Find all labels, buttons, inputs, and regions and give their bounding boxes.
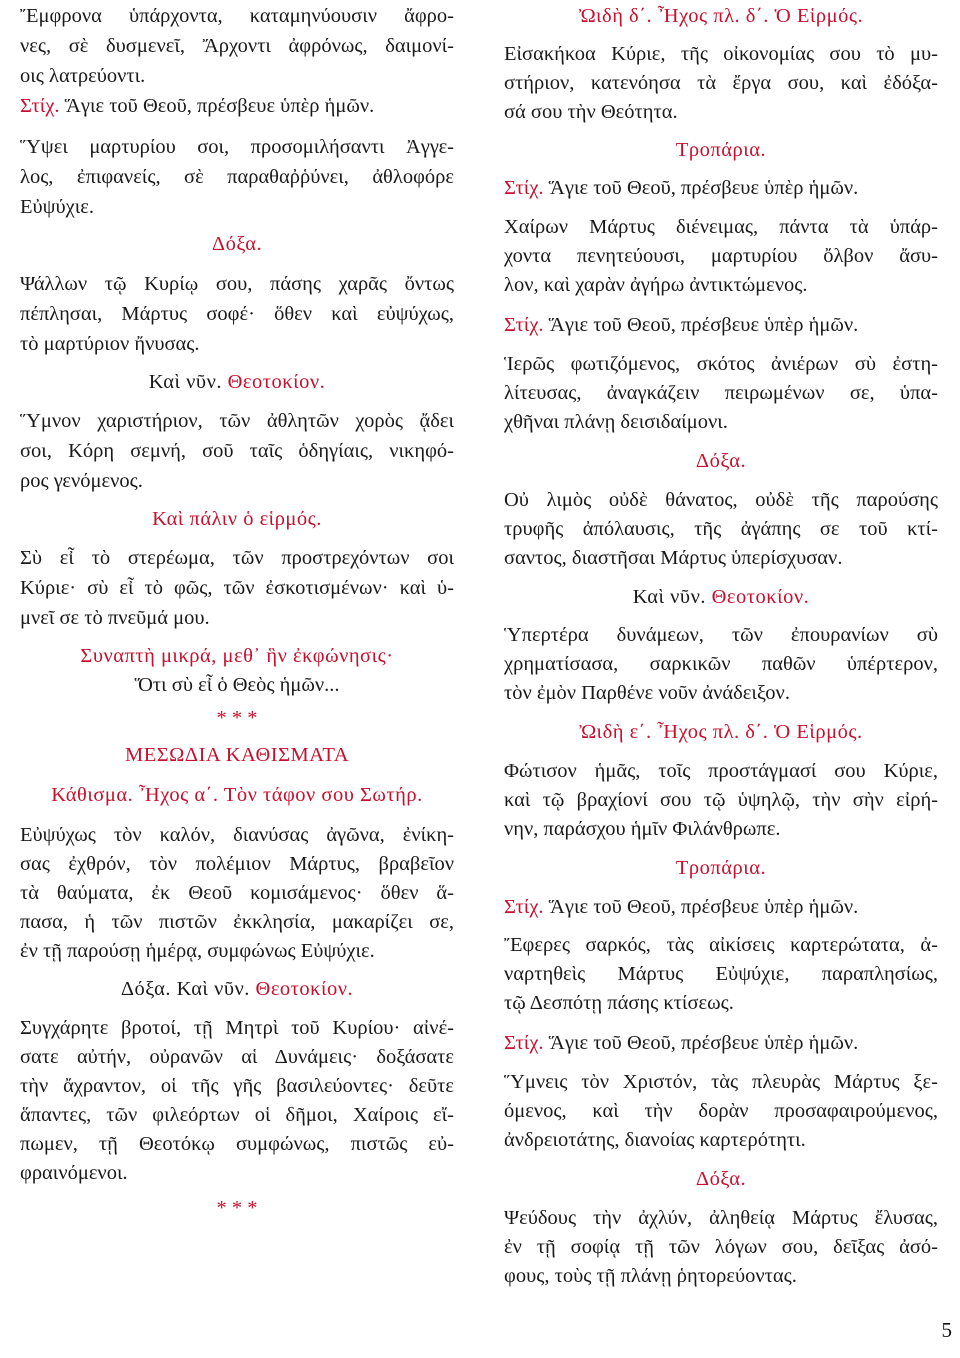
text-line: λος, ἐπιφανείς, σὲ παραθαῤῥύνει, ἀθλοφόρε [20, 166, 454, 188]
text-line: φραινόμενοι. [20, 1162, 128, 1184]
heading-red-part: Θεοτοκίον. [711, 586, 810, 608]
text-line: σαντος, διαστῆσαι Μάρτυς ὑπερίσχυσαν. [504, 547, 843, 569]
separator-stars: * * * [216, 707, 258, 729]
stich-label: Στίχ. [504, 177, 544, 199]
text-line: τῷ Δεσπότῃ πάσης κτίσεως. [504, 992, 734, 1014]
text-line: χθῆναι πλάνῃ δεισιδαίμονι. [504, 411, 728, 433]
section-title: ΜΕΣΩΔΙΑ ΚΑΘΙΣΜΑΤΑ [124, 744, 350, 766]
text-line: Εὐψύχιε. [20, 196, 95, 218]
heading-black-part: Δόξα. Καὶ νῦν. [120, 978, 250, 1000]
text-line: σά σου τὴν Θεότητα. [504, 101, 678, 123]
text-line: χοντα πενητεύουσι, μαρτυρίου ὄλβον ἄσυ- [504, 245, 938, 267]
text-line: νην, παράσχου ἡμῖν Φιλάνθρωπε. [504, 818, 781, 840]
heading-red-part: Θεοτοκίον. [255, 978, 354, 1000]
text-line: πέπλησαι, Μάρτυς σοφέ· ὅθεν καὶ εὐψύχως, [20, 303, 454, 325]
text-line: τρυφῆς ἀπόλαυσις, τῆς ἀγάπης σε τοῦ κτί- [504, 518, 938, 540]
text-line: Οὐ λιμὸς οὐδὲ θάνατος, οὐδὲ τῆς παρούσης [504, 489, 938, 511]
heading-black-part: Καὶ νῦν. [148, 371, 222, 393]
text-line: Ψεύδους τὴν ἀχλύν, ἀληθείᾳ Μάρτυς ἔλυσας, [504, 1207, 938, 1229]
text-line: ἅπαντες, τῶν φιλεόρτων οἱ δῆμοι, Χαίροις εἴ- [20, 1104, 454, 1126]
text-line: ἐν τῇ παρούσῃ ἡμέρᾳ, συμφώνως Εὐψύχιε. [20, 940, 375, 962]
heading-red-part: Θεοτοκίον. [227, 371, 326, 393]
section-heading-heirmos: Καὶ πάλιν ὁ εἱρμός. [152, 508, 322, 530]
stich-label: Στίχ. [504, 1032, 544, 1054]
stich-verse [504, 893, 938, 921]
text-line: ἀνδρειοτάτης, διανοίας καρτερότητι. [504, 1129, 806, 1151]
text-line: σοι, Κόρη σεμνή, σοῦ ταῖς ὁδηγίαις, νικηφό- [20, 440, 454, 462]
section-heading-troparia: Τροπάρια. [675, 139, 767, 161]
stich-verse [504, 1029, 938, 1057]
text-line: Ὕψει μαρτυρίου σοι, προσομιλήσαντι Ἀγγε- [20, 136, 454, 158]
text-line: πασα, ἡ τῶν πιστῶν ἐκκλησία, μακαρίζει σε, [20, 911, 454, 933]
text-line: Ὕμνεις τὸν Χριστόν, τὰς πλευρὰς Μάρτυς ξε- [504, 1071, 938, 1093]
stich-text: Ἅγιε τοῦ Θεοῦ, πρέσβευε ὑπὲρ ἡμῶν. [548, 896, 859, 918]
stich-label: Στίχ. [20, 95, 60, 117]
text-line: Χαίρων Μάρτυς διένειμας, πάντα τὰ ὑπάρ- [504, 216, 938, 238]
text-line: τὰ θαύματα, ἐκ Θεοῦ κομισάμενος· ὅθεν ἅ- [20, 882, 454, 904]
stich-text: Ἅγιε τοῦ Θεοῦ, πρέσβευε ὑπὲρ ἡμῶν. [548, 177, 859, 199]
separator-stars: * * * [216, 1197, 258, 1219]
text-line: φους, τοὺς τῇ πλάνῃ ῥητορεύοντας. [504, 1265, 797, 1287]
stich-verse [504, 311, 938, 339]
stich-verse [20, 92, 454, 120]
stich-label: Στίχ. [504, 314, 544, 336]
section-heading-theotokion [20, 368, 454, 396]
section-heading-theotokion [504, 583, 938, 611]
text-line: στήριον, κατενόησα τὰ ἔργα σου, καὶ ἐδόξα- [504, 72, 938, 94]
text-line: ναρτηθεὶς Μάρτυς Εὐψύχιε, παραπλησίως, [504, 963, 938, 985]
stich-text: Ἅγιε τοῦ Θεοῦ, πρέσβευε ὑπὲρ ἡμῶν. [548, 314, 859, 336]
text-line: ρος γενόμενος. [20, 470, 143, 492]
text-line: σας ἐχθρόν, τὸν πολέμιον Μάρτυς, βραβεῖον [20, 853, 454, 875]
text-line: πωμεν, τῇ Θεοτόκῳ συμφώνως, πιστῶς εὐ- [20, 1133, 454, 1155]
text-line: καὶ τῷ βραχίονί σου τῷ ὑψηλῷ, τὴν σὴν εἰρή- [504, 789, 938, 811]
text-line: Εἰσακήκοα Κύριε, τῆς οἰκονομίας σου τὸ μυ- [504, 43, 938, 65]
section-heading-kathisma: Κάθισμα. Ἦχος α΄. Τὸν τάφον σου Σωτήρ. [51, 784, 423, 806]
text-line: Ψάλλων τῷ Κυρίῳ σου, πάσης χαρᾶς ὄντως [20, 273, 454, 295]
section-heading-ode: Ὠιδὴ ε΄. Ἦχος πλ. δ΄. Ὁ Εἱρμός. [579, 721, 863, 743]
text-line: Ἱερῶς φωτιζόμενος, σκότος ἀνιέρων σὺ ἐστη- [504, 353, 938, 375]
text-line: Κύριε· σὺ εἶ τὸ φῶς, τῶν ἐσκοτισμένων· καὶ ὑ- [20, 577, 454, 599]
text-line: χρηματίσασα, σαρκικῶν παθῶν ὑπέρτερον, [504, 653, 938, 675]
text-line: νες, σὲ δυσμενεῖ, Ἄρχοντι ἀφρόνως, δαιμονί- [20, 35, 454, 57]
section-heading-litany: Συναπτὴ μικρά, μεθ᾽ ἣν ἐκφώνησις· [80, 645, 394, 667]
text-line: Ὕμνον χαριστήριον, τῶν ἀθλητῶν χορὸς ᾄδει [20, 410, 454, 432]
text-line: όμενος, καὶ τὴν δορὰν προσαφαιρούμενος, [504, 1100, 938, 1122]
text-line: Ἔμφρονα ὑπάρχοντα, καταμηνύουσιν ἄφρο- [20, 5, 454, 27]
text-line: Φώτισον ἡμᾶς, τοῖς προστάγμασί σου Κύριε, [504, 760, 938, 782]
text-line: σατε αὐτήν, οὐρανῶν αἱ Δυνάμεις· δοξάσατε [20, 1046, 454, 1068]
text-line: Ὑπερτέρα δυνάμεων, τῶν ἐπουρανίων σὺ [504, 624, 938, 646]
stich-verse [504, 174, 938, 202]
heading-black-part: Καὶ νῦν. [632, 586, 706, 608]
text-line: Σὺ εἶ τὸ στερέωμα, τῶν προστρεχόντων σοι [20, 547, 454, 569]
section-heading-theotokion [20, 975, 454, 1003]
text-line: Συγχάρητε βροτοί, τῇ Μητρὶ τοῦ Κυρίου· αἰνέ- [20, 1017, 454, 1039]
text-line: λίτευσας, ἀναγκάζειν πειρωμένων σε, ὑπα- [504, 382, 938, 404]
text-line: τὸ μαρτύριον ἤνυσας. [20, 333, 200, 355]
text-line: λον, καὶ χαρὰν ἀγήρω ἀντικτώμενος. [504, 274, 808, 296]
text-line: τὸν ἐμὸν Παρθένε νοῦν ἀνάδειξον. [504, 682, 790, 704]
section-heading-doxa: Δόξα. [695, 450, 747, 472]
text-line: Εὐψύχως τὸν καλόν, διανύσας ἀγῶνα, ἐνίκη- [20, 824, 454, 846]
section-heading-doxa: Δόξα. [211, 233, 263, 255]
section-heading-doxa: Δόξα. [695, 1168, 747, 1190]
stich-text: Ἅγιε τοῦ Θεοῦ, πρέσβευε ὑπὲρ ἡμῶν. [64, 95, 375, 117]
text-line: τὴν ἄχραντον, οἱ τῆς γῆς βασιλεύοντες· δεῦτε [20, 1075, 454, 1097]
text-line: Ἔφερες σαρκός, τὰς αἰκίσεις καρτερώτατα, ἀ- [504, 934, 938, 956]
section-heading-ode: Ὠιδὴ δ΄. Ἦχος πλ. δ΄. Ὁ Εἱρμός. [578, 5, 864, 27]
page-number: 5 [941, 1318, 952, 1342]
text-line: ἐν τῇ σοφίᾳ τῇ τῶν λόγων σου, δεῖξας ἀσό- [504, 1236, 938, 1258]
text-line: μνεῖ σε τὸ πνεῦμά μου. [20, 607, 210, 629]
section-heading-troparia: Τροπάρια. [675, 857, 767, 879]
stich-label: Στίχ. [504, 896, 544, 918]
text-line: οις λατρεύοντι. [20, 65, 146, 87]
exclamation-line: Ὅτι σὺ εἶ ὁ Θεὸς ἡμῶν... [134, 674, 340, 696]
stich-text: Ἅγιε τοῦ Θεοῦ, πρέσβευε ὑπὲρ ἡμῶν. [548, 1032, 859, 1054]
